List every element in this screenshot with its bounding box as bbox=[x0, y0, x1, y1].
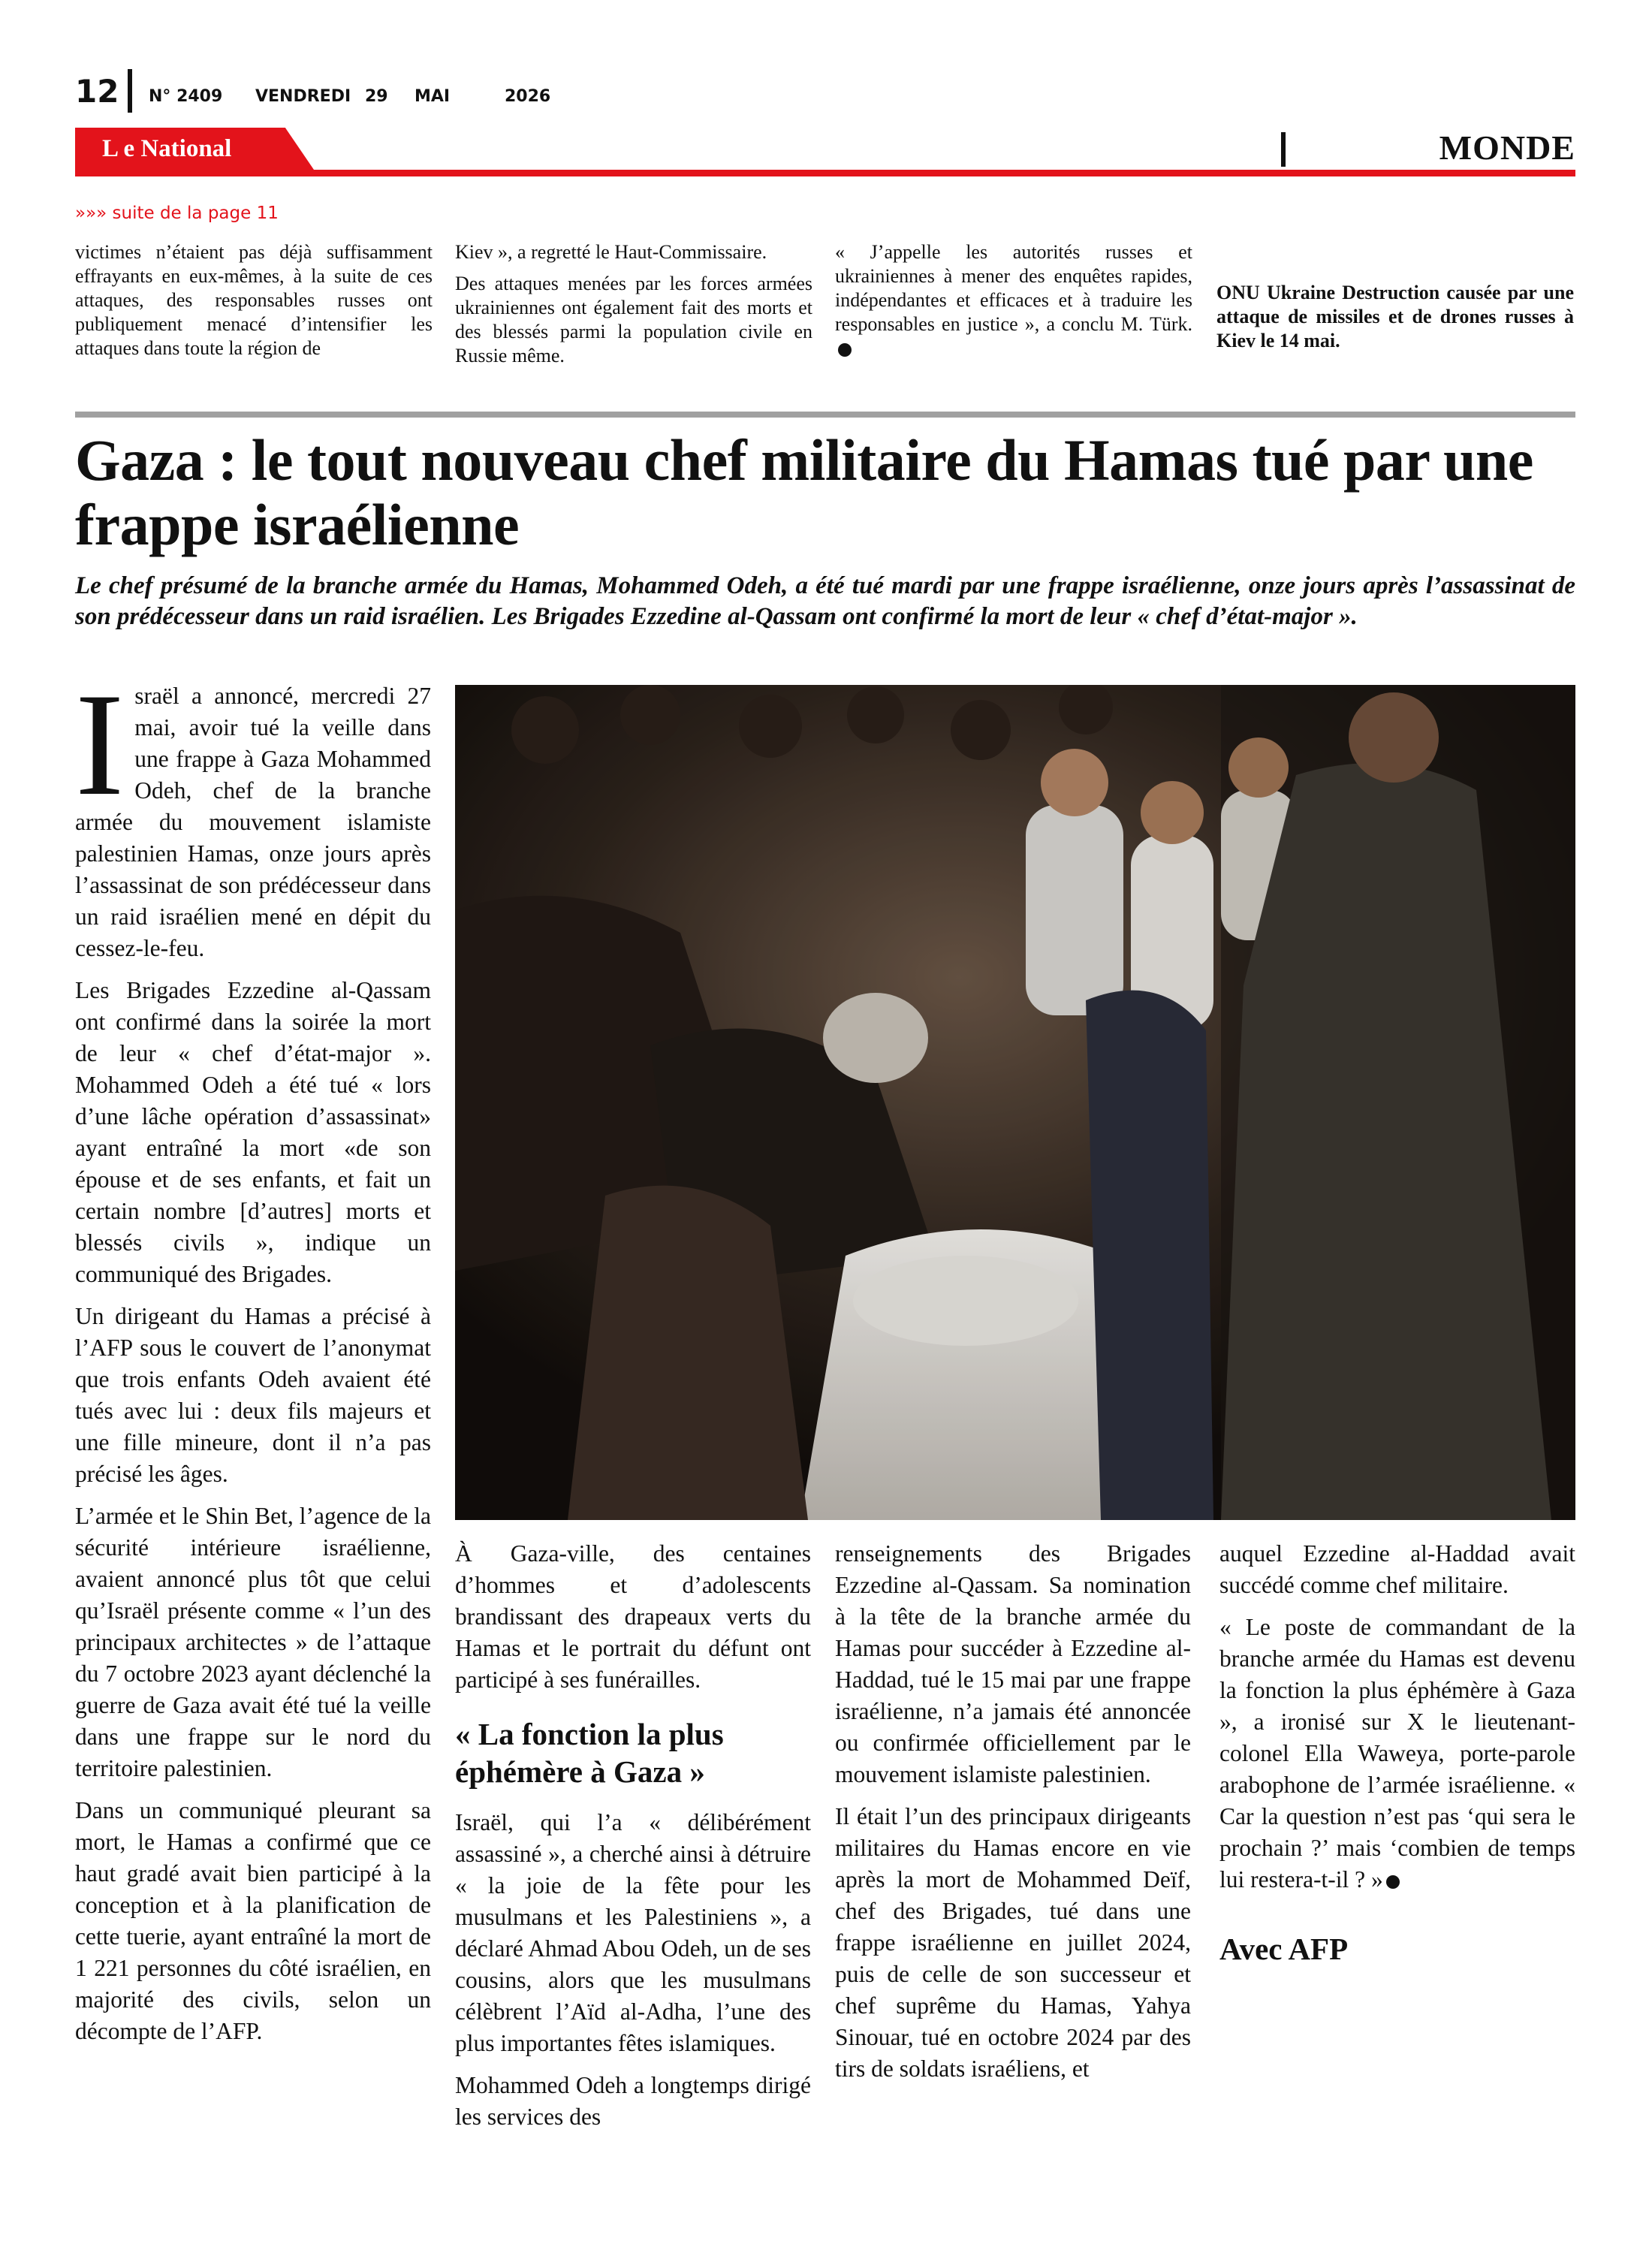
prev-article-text: Des attaques menées par les forces armées ukrainiennes ont également fait des morts et des blessés parmi la population civile en Russie même. bbox=[455, 273, 812, 366]
date-year: 2026 bbox=[505, 87, 551, 106]
date-day: 29 bbox=[365, 87, 388, 106]
section-divider bbox=[1281, 132, 1286, 167]
article-col4 bbox=[1219, 1538, 1575, 1978]
paragraph: Israël, qui l’a « délibérément assassiné », a cherché ainsi à détruire « la joie de la fête pour les musulmans et les Palestiniens », a déclaré Ahmad Abou Odeh, un de ses cousins, alors que les musulmans célèbrent l’Aïd al-Adha, l’une des plus importantes fêtes islamiques. bbox=[455, 1809, 811, 2056]
news-photo bbox=[455, 685, 1575, 1520]
prev-article-text: Kiev », a regretté le Haut-Commissaire. bbox=[455, 241, 767, 263]
date-weekday: VENDREDI bbox=[255, 87, 351, 106]
end-mark-icon bbox=[1386, 1875, 1400, 1889]
newspaper-name: L e National bbox=[102, 135, 232, 162]
article-headline: Gaza : le tout nouveau chef militaire du Hamas tué par une frappe israélienne bbox=[75, 427, 1533, 557]
prev-article-col3 bbox=[835, 240, 1192, 368]
paragraph: auquel Ezzedine al-Haddad avait succédé comme chef militaire. bbox=[1219, 1540, 1575, 1598]
article-subheading: « La fonction la plus éphémère à Gaza » bbox=[455, 1717, 724, 1789]
paragraph: L’armée et le Shin Bet, l’agence de la sécurité intérieure israélienne, avaient annoncé plus tôt que celui qu’Israël présente comme « l’un des principaux architectes » de l’attaque du 7 octobre 2023 ayant déclenché la guerre de Gaza avait été tué la veille dans une frappe sur le nord du territoire palestinien. bbox=[75, 1503, 431, 1781]
paragraph-text: sraël a annoncé, mercredi 27 mai, avoir tué la veille dans une frappe à Gaza Mohammed Odeh, chef de la branche armée du mouvement islamiste palestinien Hamas, onze jours après l’assassinat de son prédécesseur dans un raid israélien mené en dépit du cessez-le-feu. bbox=[75, 683, 431, 961]
paragraph: Il était l’un des principaux dirigeants militaires du Hamas encore en vie après la mort de Mohammed Deïf, chef des Brigades, tué dans une frappe israélienne en juillet 2024, puis de celle de son successeur et chef suprême du Hamas, Yahya Sinouar, tué en octobre 2024 par des tirs de soldats israéliens, et bbox=[835, 1803, 1191, 2082]
quote-text: « J’appelle les autorités russes et ukrainiennes à mener des enquêtes rapides, indépendantes et efficaces et à traduire les responsables en justice », a conclu M. Türk. bbox=[835, 241, 1192, 335]
prev-article-text: victimes n’étaient pas déjà suffisamment effrayants en eux-mêmes, à la suite de ces attaques, des responsables russes ont publiquement menacé d’intensifier les attaques dans toute la région de bbox=[75, 241, 433, 359]
prev-article-col1 bbox=[75, 240, 433, 368]
header-divider bbox=[128, 69, 132, 113]
paragraph: renseignements des Brigades Ezzedine al-Qassam. Sa nomination à la tête de la branche armée du Hamas pour succéder à Ezzedine al-Haddad, tué le 15 mai par une frappe israélienne, n’a jamais été annoncée ou confirmée officiellement par le mouvement islamiste palestinien. bbox=[835, 1540, 1191, 1787]
paragraph: Un dirigeant du Hamas a précisé à l’AFP sous le couvert de l’anonymat que trois enfants Odeh avaient été tués avec lui : deux fils majeurs et une fille mineure, dont il n’a pas précisé les âges. bbox=[75, 1303, 431, 1487]
prev-article-text bbox=[835, 240, 1192, 360]
issue-number: N° 2409 bbox=[149, 87, 223, 106]
paragraph: Les Brigades Ezzedine al-Qassam ont confirmé dans la soirée la mort de leur « chef d’état-major ». Mohammed Odeh a été tué « lors d’une lâche opération d’assassinat» ayant entraîné la mort «de son épouse et de ses enfants, et fait un certain nombre [d’autres] morts et blessés civils », indique un communiqué des Brigades. bbox=[75, 977, 431, 1287]
article-signature: Avec AFP bbox=[1219, 1932, 1349, 1966]
funeral-photo-image bbox=[455, 685, 1575, 1520]
article-separator bbox=[75, 412, 1575, 418]
paragraph bbox=[1219, 1612, 1575, 1896]
article-col3 bbox=[835, 1538, 1191, 2095]
section-label: MONDE bbox=[1439, 128, 1575, 167]
continuation-note: »»» suite de la page 11 bbox=[75, 204, 279, 223]
paragraph bbox=[75, 663, 431, 964]
prev-article-col2 bbox=[455, 240, 812, 376]
paragraph: Mohammed Odeh a longtemps dirigé les services des bbox=[455, 2072, 811, 2130]
paragraph: Dans un communiqué pleurant sa mort, le Hamas a confirmé que ce haut gradé avait bien participé à la conception et à la planification de cette tuerie, ayant entraîné la mort de 1 221 personnes du côté israélien, en majorité des civils, selon un décompte de l’AFP. bbox=[75, 1797, 431, 2044]
paragraph: À Gaza-ville, des centaines d’hommes et d’adolescents brandissant des drapeaux verts du Hamas et le portrait du défunt ont participé à ses funérailles. bbox=[455, 1540, 811, 1693]
article-col2 bbox=[455, 1538, 811, 2143]
paragraph-text: « Le poste de commandant de la branche armée du Hamas est devenu la fonction la plus éphémère à Gaza », a ironisé sur X le lieutenant-colonel Ella Waweya, porte-parole arabophone de l’armée israélienne. « Car la question n’est pas ‘qui sera le prochain ?’ mais ‘combien de temps lui restera-t-il ? » bbox=[1219, 1614, 1575, 1893]
photo-caption: ONU Ukraine Destruction causée par une attaque de missiles et de drones russes à Kiev le 14 mai. bbox=[1216, 282, 1574, 351]
page-number: 12 bbox=[75, 73, 119, 110]
end-mark-icon bbox=[838, 343, 852, 357]
header-rule bbox=[75, 170, 1575, 176]
drop-cap: I bbox=[75, 663, 125, 826]
date-month: MAI bbox=[415, 87, 451, 106]
article-lead: Le chef présumé de la branche armée du Hamas, Mohammed Odeh, a été tué mardi par une frappe israélienne, onze jours après l’assassinat de son prédécesseur dans un raid israélien. Les Brigades Ezzedine al-Qassam ont confirmé la mort de leur « chef d’état-major ». bbox=[75, 572, 1575, 630]
article-col1 bbox=[75, 663, 431, 2058]
